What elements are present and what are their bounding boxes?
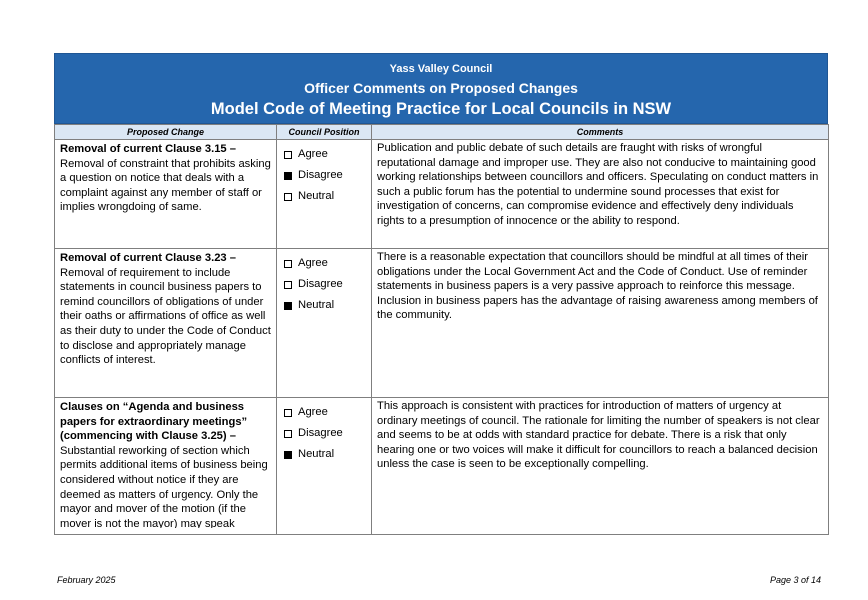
council-position-cell xyxy=(277,140,372,249)
change-title: Removal of current Clause 3.23 xyxy=(60,252,227,264)
council-position-cell xyxy=(277,398,372,535)
checkbox-icon xyxy=(284,430,292,438)
proposed-change-cell: Removal of current Clause 3.23 – Removal of requirement to include statements in council business papers to remind councillors of obligations of under their oaths or affirmations of office as well as their duty to under the Code of Conduct to disclose and appropriately manage conflicts of interest. xyxy=(55,249,277,398)
comment-cell: This approach is consistent with practices for introduction of matters of urgency at ordinary meetings of council. The rationale for limiting the number of speakers is not clear and seems to be at odds with standard practice for debate. There is a risk that only hearing one or two voices will make it difficult for councillors to reach a balanced decision unless the case is seen to be exceptionally compelling. xyxy=(372,398,829,535)
checkbox-icon xyxy=(284,151,292,159)
change-description: Removal of requirement to include statements in council business papers to remind councillors of obligations of under their oaths or affirmations of office as well as their duty to under the Code of Conduct to disclose and appropriately manage conflicts of interest. xyxy=(60,266,271,367)
option-disagree: Disagree xyxy=(283,274,365,295)
table-row xyxy=(55,249,829,398)
comments-table xyxy=(54,124,829,535)
option-agree: Agree xyxy=(283,253,365,274)
checkbox-icon xyxy=(284,451,292,459)
council-name: Yass Valley Council xyxy=(389,63,493,75)
checkbox-icon xyxy=(284,302,292,310)
proposed-change-cell: Removal of current Clause 3.15 – Removal of constraint that prohibits asking a question on notice that deals with a complaint against any member of staff or implies wrongdoing of same. xyxy=(55,140,277,249)
option-disagree: Disagree xyxy=(283,165,365,186)
checkbox-icon xyxy=(284,281,292,289)
header-comments: Comments xyxy=(372,125,829,140)
document-page xyxy=(54,53,828,535)
table-header-row xyxy=(55,125,829,140)
option-disagree: Disagree xyxy=(283,423,365,444)
footer-date: February 2025 xyxy=(57,575,116,585)
option-neutral: Neutral xyxy=(283,444,365,465)
option-agree: Agree xyxy=(283,144,365,165)
change-title: Clauses on “Agenda and business papers for extraordinary meetings” (commencing with Clause 3.25) xyxy=(60,401,248,443)
change-description: Removal of constraint that prohibits asking a question on notice that deals with a complaint against any member of staff or implies wrongdoing of same. xyxy=(60,157,271,214)
checkbox-icon xyxy=(284,260,292,268)
table-row xyxy=(55,398,829,535)
footer-page-number: Page 3 of 14 xyxy=(769,575,821,585)
change-title: Removal of current Clause 3.15 xyxy=(60,143,227,155)
checkbox-icon xyxy=(284,193,292,201)
checkbox-icon xyxy=(284,409,292,417)
title-banner xyxy=(54,53,828,124)
document-subtitle: Officer Comments on Proposed Changes xyxy=(304,80,578,96)
table-row xyxy=(55,140,829,249)
council-position-cell xyxy=(277,249,372,398)
option-neutral: Neutral xyxy=(283,186,365,207)
header-proposed-change: Proposed Change xyxy=(55,125,277,140)
option-agree: Agree xyxy=(283,402,365,423)
document-title: Model Code of Meeting Practice for Local Councils in NSW xyxy=(210,100,672,118)
checkbox-icon xyxy=(284,172,292,180)
option-neutral: Neutral xyxy=(283,295,365,316)
header-council-position: Council Position xyxy=(277,125,372,140)
comment-cell: There is a reasonable expectation that councillors should be mindful at all times of their obligations under the Local Government Act and the Code of Conduct. Use of reminder statements in business papers is a very passive approach to reinforce this message. Inclusion in business papers has the advantage of raising awareness among members of the community. xyxy=(372,249,829,398)
change-description: Substantial reworking of section which permits additional items of business being considered without notice if they are deemed as matters of urgency. Only the mayor and mover of the motion (if the mover is not the mayor) may speak xyxy=(60,444,268,528)
proposed-change-cell: Clauses on “Agenda and business papers for extraordinary meetings” (commencing with Clause 3.25) – Substantial reworking of section which permits additional items of business being considered without notice if they are deemed as matters of urgency. Only the mayor and mover of the motion (if the mover is not the mayor) may speak xyxy=(55,398,277,535)
comment-cell: Publication and public debate of such details are fraught with risks of wrongful reputational damage and improper use. They are also not conducive to maintaining good working relationships between councillors and officers. Speculating on conduct matters in such a public forum has the potential to undermine sound processes that exist for investigation of concerns, can compromise evidence and effectively deny individuals rights to a presumption of innocence or the ability to respond. xyxy=(372,140,829,249)
